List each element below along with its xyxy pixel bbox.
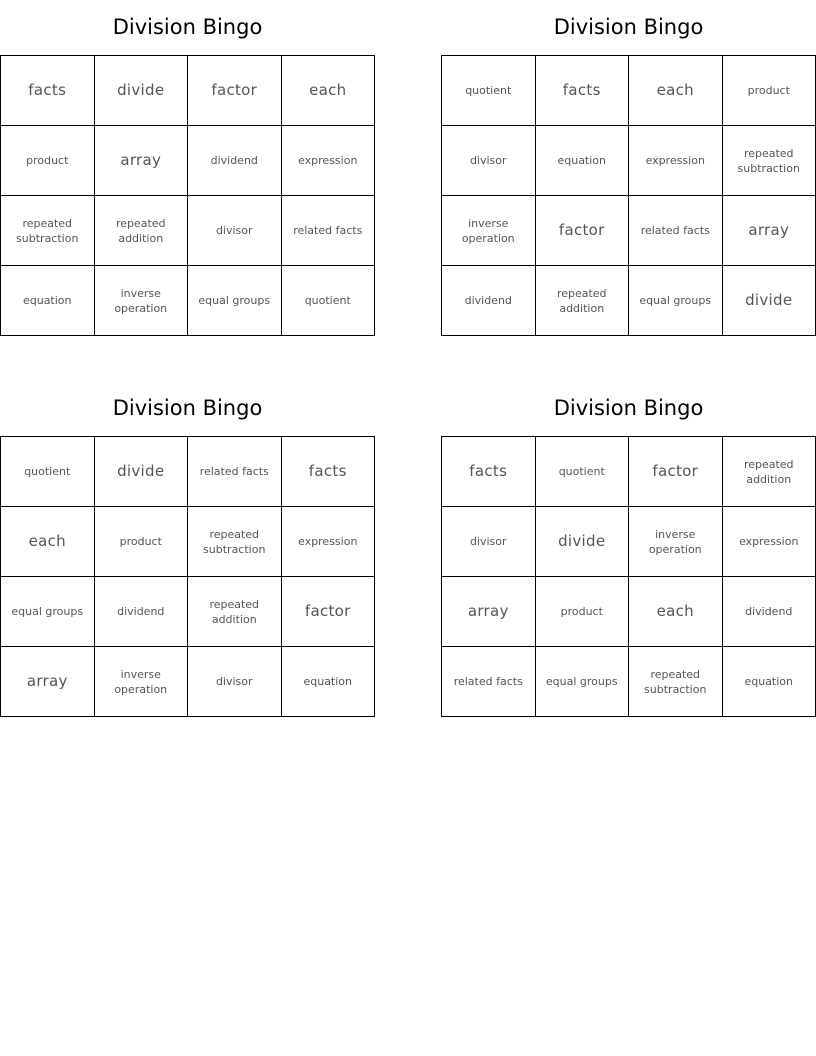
- bingo-cell: repeated addition: [723, 437, 816, 507]
- bingo-cell: each: [629, 577, 723, 647]
- bingo-cell: facts: [442, 437, 536, 507]
- card-title: [0, 381, 375, 436]
- bingo-cell: product: [95, 507, 189, 577]
- bingo-cell: dividend: [95, 577, 189, 647]
- bingo-card-1: [0, 0, 375, 336]
- bingo-cell: array: [723, 196, 816, 266]
- bingo-grid: [441, 436, 816, 717]
- bingo-cell: expression: [282, 126, 376, 196]
- bingo-cell: related facts: [188, 437, 282, 507]
- bingo-cell: related facts: [442, 647, 536, 717]
- bingo-cell: equal groups: [629, 266, 723, 336]
- bingo-cell: repeated subtraction: [723, 126, 816, 196]
- bingo-cell: repeated addition: [536, 266, 630, 336]
- bingo-cell: quotient: [1, 437, 95, 507]
- bingo-cell: array: [95, 126, 189, 196]
- bingo-cell: product: [1, 126, 95, 196]
- card-title-text: Division Bingo: [112, 396, 263, 420]
- bingo-cell: repeated subtraction: [629, 647, 723, 717]
- bingo-cell: factor: [536, 196, 630, 266]
- bingo-cell: repeated subtraction: [1, 196, 95, 266]
- bingo-cell: divisor: [188, 196, 282, 266]
- bingo-cell: inverse operation: [442, 196, 536, 266]
- bingo-cell: equation: [282, 647, 376, 717]
- bingo-cell: equal groups: [536, 647, 630, 717]
- bingo-cell: divisor: [442, 126, 536, 196]
- bingo-card-3: [0, 381, 375, 717]
- bingo-cell: each: [629, 56, 723, 126]
- bingo-cell: expression: [629, 126, 723, 196]
- bingo-cell: repeated addition: [188, 577, 282, 647]
- bingo-cell: divide: [95, 437, 189, 507]
- bingo-cell: repeated addition: [95, 196, 189, 266]
- bingo-cell: factor: [282, 577, 376, 647]
- bingo-cell: divide: [723, 266, 816, 336]
- bingo-cell: quotient: [282, 266, 376, 336]
- bingo-cell: array: [1, 647, 95, 717]
- bingo-cell: each: [1, 507, 95, 577]
- card-title: [441, 381, 816, 436]
- bingo-grid: [441, 55, 816, 336]
- bingo-cell: facts: [1, 56, 95, 126]
- bingo-card-2: [441, 0, 816, 336]
- bingo-cell: divisor: [442, 507, 536, 577]
- bingo-cell: divisor: [188, 647, 282, 717]
- bingo-cell: quotient: [536, 437, 630, 507]
- bingo-cell: each: [282, 56, 376, 126]
- card-title: [441, 0, 816, 55]
- bingo-cell: related facts: [282, 196, 376, 266]
- card-title: [0, 0, 375, 55]
- bingo-card-4: [441, 381, 816, 717]
- bingo-cell: product: [723, 56, 816, 126]
- bingo-cell: divide: [536, 507, 630, 577]
- bingo-cell: product: [536, 577, 630, 647]
- bingo-cell: equation: [1, 266, 95, 336]
- bingo-cell: equation: [536, 126, 630, 196]
- bingo-grid: [0, 55, 375, 336]
- bingo-cell: expression: [723, 507, 816, 577]
- bingo-cell: equal groups: [188, 266, 282, 336]
- card-title-text: Division Bingo: [553, 396, 704, 420]
- bingo-cell: equal groups: [1, 577, 95, 647]
- bingo-cell: equation: [723, 647, 816, 717]
- card-title-text: Division Bingo: [112, 15, 263, 39]
- card-title-text: Division Bingo: [553, 15, 704, 39]
- bingo-grid: [0, 436, 375, 717]
- bingo-cell: dividend: [188, 126, 282, 196]
- bingo-cell: divide: [95, 56, 189, 126]
- bingo-cell: inverse operation: [95, 266, 189, 336]
- bingo-cell: dividend: [723, 577, 816, 647]
- bingo-cell: facts: [536, 56, 630, 126]
- bingo-cell: quotient: [442, 56, 536, 126]
- bingo-cell: inverse operation: [629, 507, 723, 577]
- bingo-cell: dividend: [442, 266, 536, 336]
- bingo-cell: facts: [282, 437, 376, 507]
- bingo-cell: factor: [629, 437, 723, 507]
- bingo-cell: factor: [188, 56, 282, 126]
- bingo-cell: repeated subtraction: [188, 507, 282, 577]
- bingo-cell: expression: [282, 507, 376, 577]
- bingo-cell: related facts: [629, 196, 723, 266]
- bingo-cell: array: [442, 577, 536, 647]
- bingo-cell: inverse operation: [95, 647, 189, 717]
